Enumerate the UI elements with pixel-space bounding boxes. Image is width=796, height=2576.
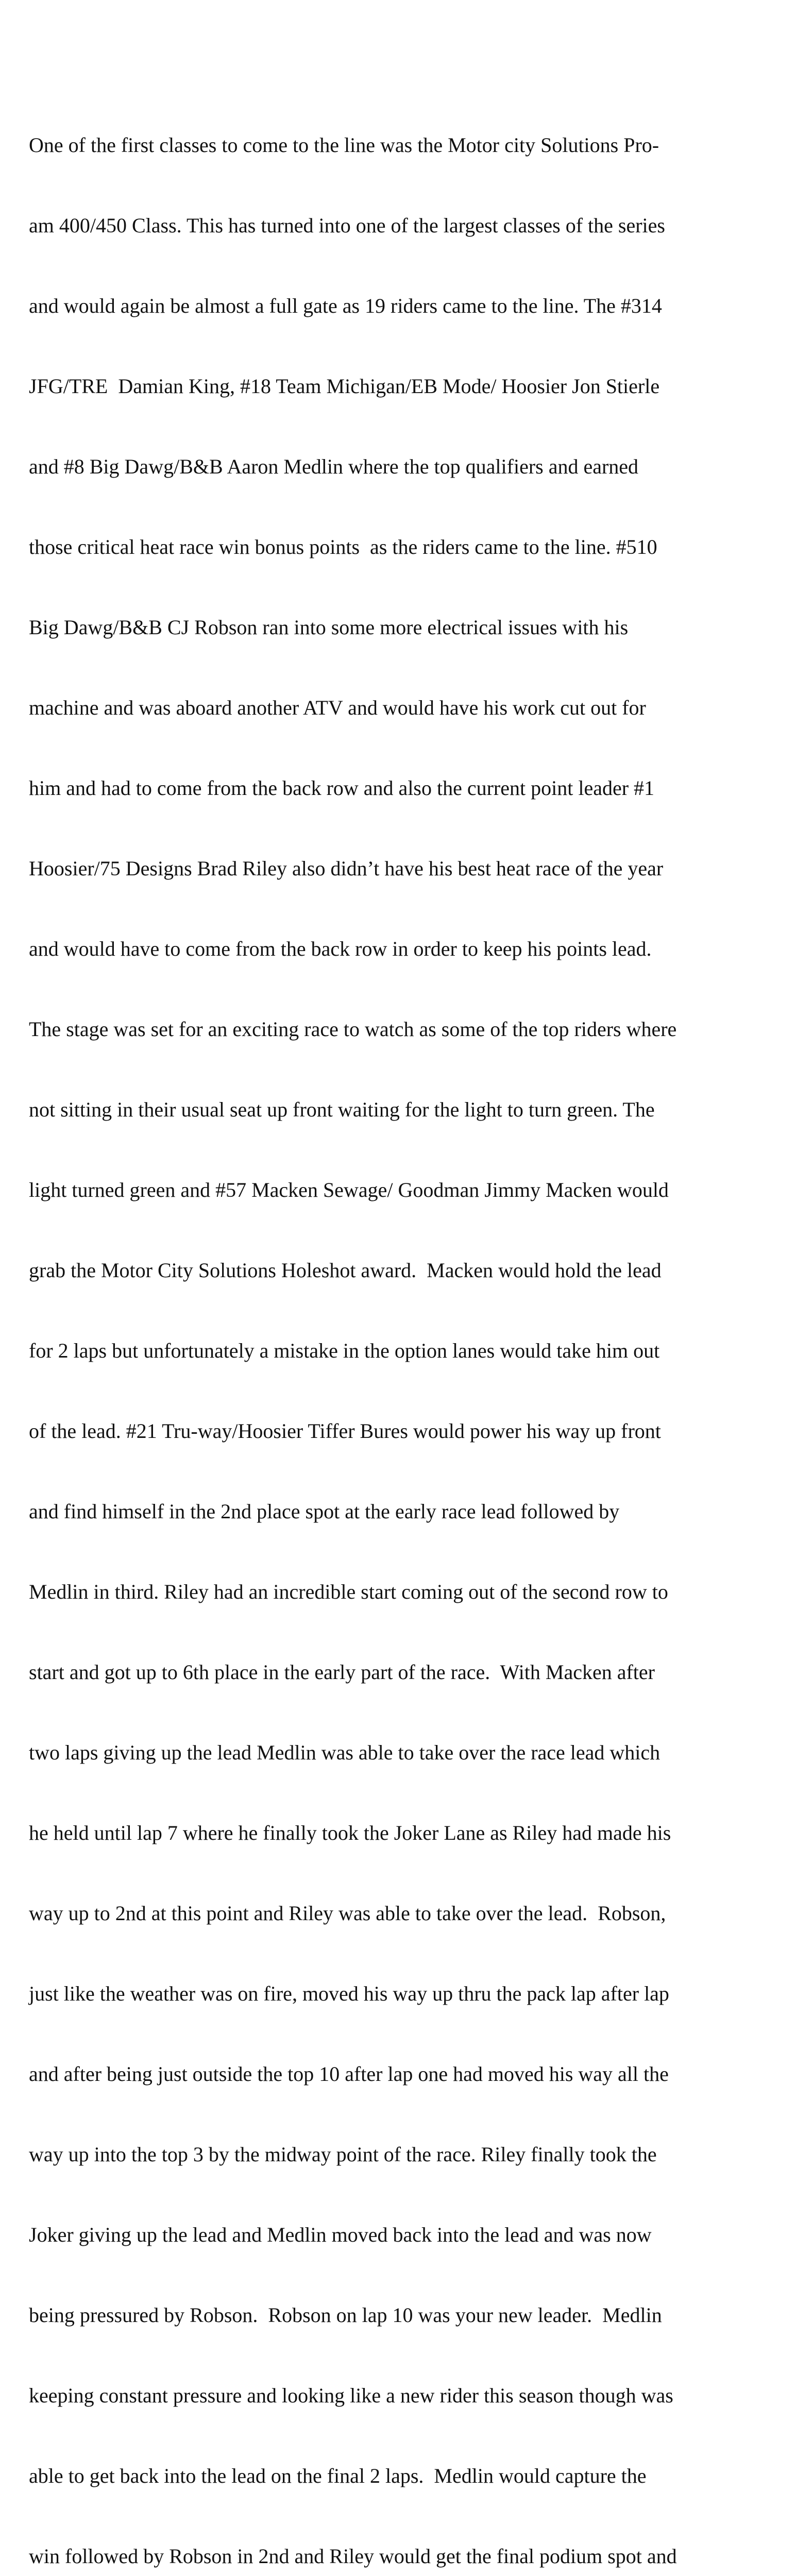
text-line: Joker giving up the lead and Medlin moved back into the lead and was now: [29, 2223, 652, 2246]
text-line: not sitting in their usual seat up front waiting for the light to turn green. The: [29, 1098, 655, 1121]
article-paragraph: [29, 78, 771, 2576]
text-line: and would again be almost a full gate as 19 riders came to the line. The #314: [29, 294, 662, 317]
text-line: One of the first classes to come to the line was the Motor city Solutions Pro-: [29, 133, 659, 157]
text-line: Medlin in third. Riley had an incredible start coming out of the second row to: [29, 1580, 668, 1603]
text-line: just like the weather was on fire, moved his way up thru the pack lap after lap: [29, 1982, 669, 2005]
text-line: he held until lap 7 where he finally took the Joker Lane as Riley had made his: [29, 1821, 671, 1844]
text-line: grab the Motor City Solutions Holeshot award. Macken would hold the lead: [29, 1259, 662, 1282]
text-line: Big Dawg/B&B CJ Robson ran into some more electrical issues with his: [29, 616, 629, 639]
text-line: way up into the top 3 by the midway point of the race. Riley finally took the: [29, 2143, 657, 2166]
text-line: able to get back into the lead on the final 2 laps. Medlin would capture the: [29, 2464, 647, 2487]
text-line: am 400/450 Class. This has turned into one of the largest classes of the series: [29, 214, 665, 237]
text-line: keeping constant pressure and looking like a new rider this season though was: [29, 2384, 673, 2407]
text-line: and #8 Big Dawg/B&B Aaron Medlin where the top qualifiers and earned: [29, 455, 639, 478]
text-line: way up to 2nd at this point and Riley was able to take over the lead. Robson,: [29, 1902, 666, 1925]
text-line: him and had to come from the back row and also the current point leader #1: [29, 776, 655, 800]
text-line: start and got up to 6th place in the early part of the race. With Macken after: [29, 1660, 655, 1684]
text-line: win followed by Robson in 2nd and Riley would get the final podium spot and: [29, 2545, 677, 2568]
text-line: two laps giving up the lead Medlin was able to take over the race lead which: [29, 1741, 660, 1764]
text-line: and after being just outside the top 10 after lap one had moved his way all the: [29, 2062, 669, 2086]
text-line: JFG/TRE Damian King, #18 Team Michigan/EB Mode/ Hoosier Jon Stierle: [29, 375, 660, 398]
text-line: being pressured by Robson. Robson on lap 10 was your new leader. Medlin: [29, 2303, 662, 2327]
text-line: and would have to come from the back row in order to keep his points lead.: [29, 937, 652, 960]
text-line: those critical heat race win bonus points as the riders came to the line. #510: [29, 535, 657, 558]
text-line: light turned green and #57 Macken Sewage/ Goodman Jimmy Macken would: [29, 1178, 669, 1201]
text-line: The stage was set for an exciting race to watch as some of the top riders where: [29, 1018, 677, 1041]
text-line: Hoosier/75 Designs Brad Riley also didn’t have his best heat race of the year: [29, 857, 664, 880]
text-line: machine and was aboard another ATV and would have his work cut out for: [29, 696, 646, 719]
text-line: and find himself in the 2nd place spot at the early race lead followed by: [29, 1500, 620, 1523]
text-line: of the lead. #21 Tru-way/Hoosier Tiffer Bures would power his way up front: [29, 1419, 661, 1443]
text-line: for 2 laps but unfortunately a mistake in the option lanes would take him out: [29, 1339, 660, 1362]
